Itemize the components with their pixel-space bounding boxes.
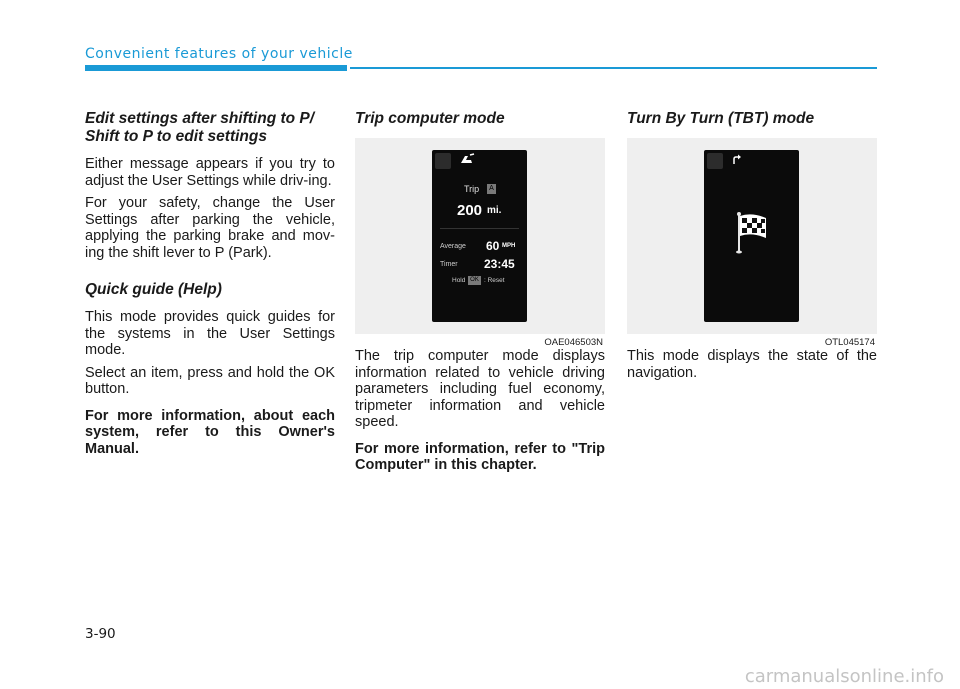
tbt-figure	[627, 138, 877, 348]
trip-value: 200	[457, 202, 483, 219]
paragraph: The trip computer mode displays information related to vehicle driving parameters including fuel economy, tripmeter information and vehicle speed.	[355, 348, 605, 430]
cluster-display	[432, 150, 527, 322]
trip-label: Trip	[464, 184, 480, 194]
column-3	[627, 110, 877, 387]
heading-tbt-mode: Turn By Turn (TBT) mode	[627, 110, 815, 127]
paragraph: For your safety, change the User Settings after parking the vehicle, applying the parking brake and mov-ing the shift lever to P (Park).	[85, 195, 335, 261]
note-paragraph: For more information, refer to "Trip Computer" in this chapter.	[355, 440, 605, 473]
column-2	[355, 110, 605, 480]
timer-label: Timer	[440, 261, 458, 268]
watermark: carmanualsonline.info	[744, 666, 944, 687]
trip-badge: A	[487, 184, 496, 194]
trip-computer-figure	[355, 138, 605, 348]
turn-right-arrow-icon	[731, 153, 743, 165]
heading-edit-settings: Edit settings after shifting to P/ Shift to P to edit settings	[85, 110, 315, 145]
paragraph: Select an item, press and hold the OK button.	[85, 364, 335, 397]
timer-value: 23:45	[484, 257, 515, 271]
car-seat-icon	[459, 153, 475, 165]
header-rule	[350, 67, 877, 69]
heading-trip-computer: Trip computer mode	[355, 110, 505, 127]
column-1	[85, 110, 335, 463]
paragraph: This mode provides quick guides for the systems in the User Settings mode.	[85, 309, 335, 358]
figure-code: OTL045174	[824, 337, 875, 348]
hold-label: Hold	[452, 277, 466, 284]
figure-code: OAE046503N	[544, 337, 603, 348]
average-value: 60	[486, 239, 500, 253]
section-title: Convenient features of your vehicle	[85, 46, 353, 62]
page-number: 3-90	[85, 626, 116, 642]
note-paragraph: For more information, about each system, refer to this Owner's Manual.	[85, 407, 335, 457]
average-unit: MPH	[502, 243, 516, 249]
cluster-display	[704, 150, 799, 322]
ok-badge: OK	[468, 276, 481, 285]
reset-label: : Reset	[484, 277, 505, 284]
average-label: Average	[440, 243, 466, 250]
checkered-flag-icon	[732, 210, 772, 258]
paragraph: Either message appears if you try to adjust the User Settings while driv-ing.	[85, 156, 335, 189]
divider	[440, 228, 519, 229]
trip-unit: mi.	[487, 205, 502, 216]
header-accent-bar	[85, 65, 347, 71]
mode-square-icon	[707, 153, 723, 169]
paragraph: This mode displays the state of the navigation.	[627, 348, 877, 381]
heading-quick-guide: Quick guide (Help)	[85, 281, 222, 298]
mode-square-icon	[435, 153, 451, 169]
